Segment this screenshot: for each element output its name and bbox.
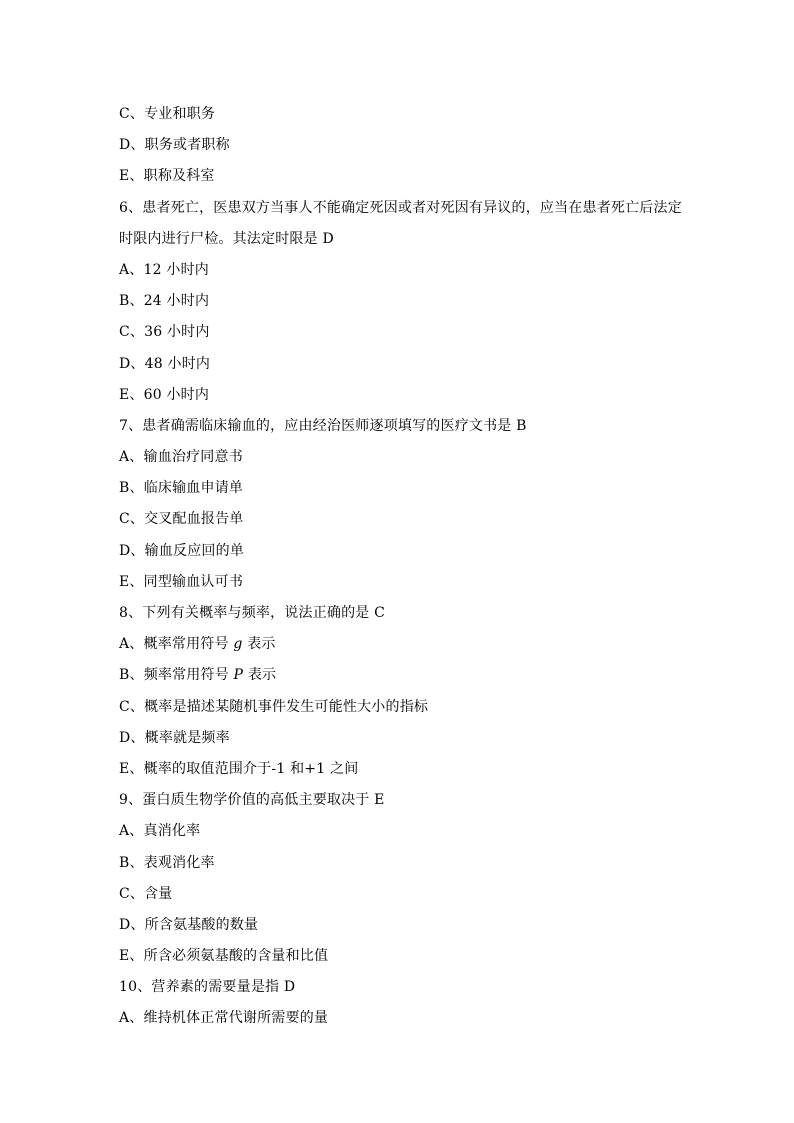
option-d: D、概率就是频率	[119, 729, 230, 746]
symbol-suffix: 表示	[247, 636, 276, 653]
option-b: B、表观消化率	[119, 854, 215, 871]
option-c: C、专业和职务	[119, 106, 216, 122]
option-e: E、60 小时内	[119, 386, 210, 403]
question-8: 8、下列有关概率与频率，说法正确的是 C	[119, 605, 386, 621]
option-a-text: A、概率常用符号	[119, 636, 229, 653]
document-body	[119, 99, 682, 1035]
option-c: C、含量	[119, 885, 173, 902]
question-10: 10、营养素的需要量是指 D	[119, 979, 296, 996]
option-d: D、职务或者职称	[119, 137, 230, 154]
option-d: D、48 小时内	[119, 355, 211, 372]
option-e: E、概率的取值范围介于-1 和+1 之间	[119, 760, 359, 777]
option-c: C、36 小时内	[119, 324, 210, 341]
option-d: D、输血反应回的单	[119, 542, 245, 559]
option-b: B、24 小时内	[119, 293, 210, 310]
symbol-g: g	[233, 636, 243, 653]
option-c: C、交叉配血报告单	[119, 511, 244, 528]
option-a: A、真消化率	[119, 823, 201, 840]
symbol-suffix: 表示	[247, 667, 277, 684]
question-7: 7、患者确需临床输血的，应由经治医师逐项填写的医疗文书是 B	[119, 417, 527, 434]
option-a: A、12 小时内	[119, 261, 209, 278]
option-b-text: B、频率常用符号	[119, 667, 229, 684]
question-6-continued: 时限内进行尸检。其法定时限是 D	[119, 230, 334, 247]
option-c: C、概率是描述某随机事件发生可能性大小的指标	[119, 698, 429, 715]
option-b	[119, 660, 679, 691]
option-d: D、所含氨基酸的数量	[119, 916, 259, 933]
option-e: E、同型输血认可书	[119, 573, 244, 590]
question-9: 9、蛋白质生物学价值的高低主要取决于 E	[119, 792, 385, 809]
option-a: A、输血治疗同意书	[119, 449, 243, 466]
option-a: A、维持机体正常代谢所需要的量	[119, 1010, 329, 1027]
symbol-p: P	[233, 667, 244, 684]
question-6: 6、患者死亡，医患双方当事人不能确定死因或者对死因有异议的，应当在患者死亡后法定	[119, 199, 682, 216]
option-e: E、所含必须氨基酸的含量和比值	[119, 948, 329, 965]
option-b: B、临床输血申请单	[119, 480, 244, 497]
option-a	[119, 629, 679, 660]
option-e: E、职称及科室	[119, 168, 215, 185]
